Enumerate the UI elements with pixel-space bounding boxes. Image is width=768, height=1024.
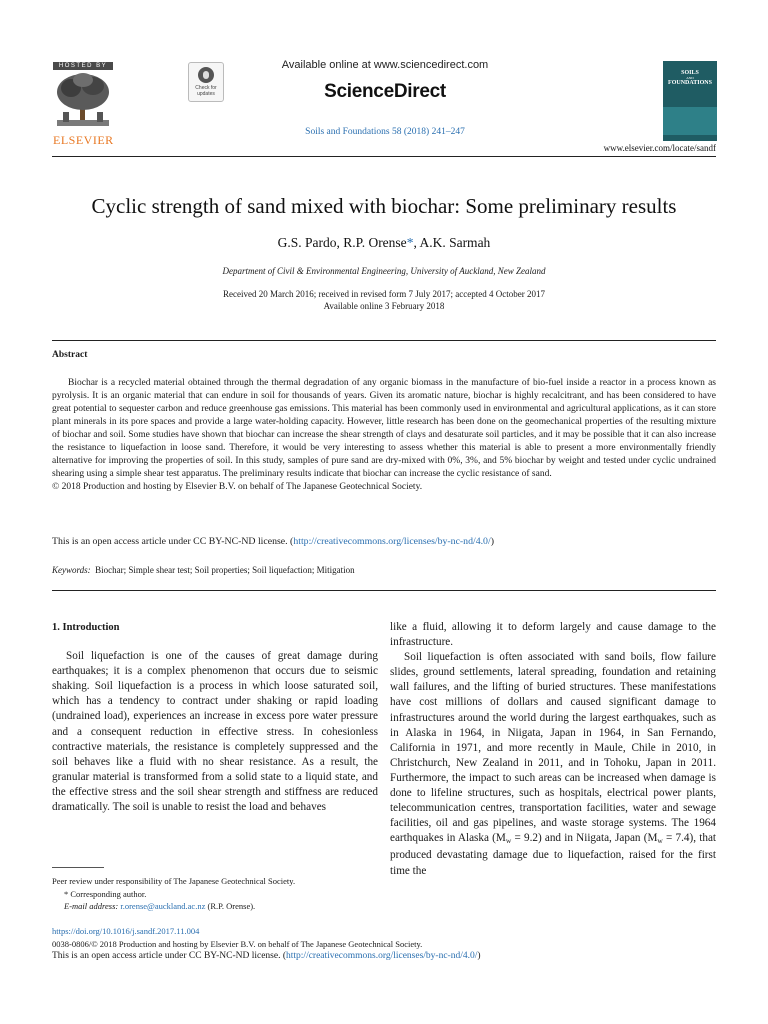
footer-open-access-suffix: ) [477,951,481,961]
journal-cover-thumbnail[interactable] [663,61,717,141]
mw-subscript-2: w [657,836,663,846]
email-label: E-mail address: [64,901,119,911]
abstract-top-divider [52,340,716,341]
abstract-body [52,377,716,494]
mw-subscript-1: w [505,836,512,846]
cover-title-line-1: SOILS [681,70,699,76]
available-date: Available online 3 February 2018 [323,301,445,311]
open-access-notice [52,536,716,547]
intro-paragraph-2-c: = 7.4), that produced devastating damage due to liquefaction, raised for the first time the [390,832,717,877]
body-column-right [390,620,716,879]
footer-open-access [52,950,716,963]
keywords-label: Keywords: [52,565,91,575]
abstract-text: Biochar is a recycled material obtained through the thermal degradation of any organic biomass in the manufacture of bio-fuel inside a reactor in a process known as pyrolysis. It is an organic material that can endure in soil for thousands of years. Given its aromatic nature, biochar is highly recalcitrant, and has been considered to have great potential to sequester carbon and reduce greenhouse gas emissions. This material has been commonly used in environmental and agricultural applications, as it can store plant minerals in its pore spaces and provide a large water-holding capacity. However, little research has been done on the geomechanical properties of the resulting mixture of biochar and soil. Some studies have shown that biochar can increase the shear strength of clays and desaturate soil particles, and it may be possible that it can also increase the resistance to liquefaction in loose sand. Therefore, it would be very interesting to assess whether this material is able to present a more environmentally friendly alternative for improving the properties of soil. In this study, samples of pure sand are dry-mixed with 0%, 3%, and 5% biochar by weight and tested under cyclic undrained shearing using a simple shear test apparatus. The preliminary results indicate that biochar can increase the cyclic resistance of sand. [52,378,716,479]
intro-paragraph-1: Soil liquefaction is one of the causes of great damage during earthquakes; it is a complex phenomenon that occurs due to seismic shaking. Soil liquefaction is a process in which loose saturated soil, which has a tendency to contract under shaking or rapid loading (undrained load), experiences an increase in excess pore water pressure and a consequent reduction in effective stress. In cohesionless contractive materials, the resistance is completely suppressed and the soil behaves like a fluid with no shear resistance. As a result, the granular material is transformed from a solid state to a liquid state, and the effective stress and the soil shear strength and stiffness are reduced dramatically. The soil is unable to resist the load and behaves [52,650,378,814]
corresponding-author-note: * Corresponding author. [64,888,147,899]
elsevier-logo[interactable] [53,62,113,148]
received-dates: Received 20 March 2016; received in revised form 7 July 2017; accepted 4 October 2017 [223,289,545,299]
check-updates-icon [198,67,214,83]
email-link[interactable]: r.orense@auckland.ac.nz [120,901,206,911]
license-link[interactable]: http://creativecommons.org/licenses/by-nc-nd/4.0/ [293,536,491,547]
footnote-divider [52,867,104,868]
hosted-by-label: HOSTED BY [53,62,113,70]
author-list [40,235,728,251]
article-dates [40,288,728,312]
email-note [52,900,378,913]
issn-line: 0038-0806/© 2018 Production and hosting by Elsevier B.V. on behalf of The Japanese Geotechnical Society. [52,938,423,949]
email-suffix: (R.P. Orense). [205,901,256,911]
cover-title-line-2: AND [686,76,694,80]
footer-open-access-prefix: This is an open access article under CC BY-NC-ND license. ( [52,951,287,961]
available-online-text: Available online at www.sciencedirect.com [281,59,489,71]
corresponding-author-marker[interactable]: * [406,235,414,250]
footnotes [52,875,378,913]
footer-license-link[interactable]: http://creativecommons.org/licenses/by-nc-nd/4.0/ [286,951,478,961]
abstract-heading: Abstract [52,350,88,360]
sciencedirect-logo[interactable]: ScienceDirect [324,81,446,102]
authors-last: , A.K. Sarmah [413,235,491,250]
header-divider [52,156,716,157]
journal-homepage-link[interactable]: www.elsevier.com/locate/sandf [603,143,716,153]
cover-title-line-3: FOUNDATIONS [668,80,712,86]
intro-paragraph-1-continued: like a fluid, allowing it to deform largely and cause damage to the infrastructure. [390,621,716,649]
open-access-prefix: This is an open access article under CC BY-NC-ND license. ( [52,536,294,547]
body-column-left [52,620,378,815]
peer-review-note: Peer review under responsibility of The Japanese Geotechnical Society. [52,876,296,886]
check-updates-label: Check for updates [195,85,217,97]
intro-paragraph-2 [390,650,716,878]
abstract-copyright: © 2018 Production and hosting by Elsevier B.V. on behalf of The Japanese Geotechnical Society. [52,482,423,492]
intro-paragraph-2-b: = 9.2) and in Niigata, Japan (M [511,832,658,845]
check-for-updates-button[interactable] [188,62,224,102]
keywords [52,565,716,575]
elsevier-wordmark: ELSEVIER [53,133,114,147]
page-footer [52,925,716,963]
elsevier-tree-icon [53,70,113,132]
affiliation: Department of Civil & Environmental Engineering, University of Auckland, New Zealand [222,266,546,276]
keywords-list: Biochar; Simple shear test; Soil properties; Soil liquefaction; Mitigation [95,565,355,575]
article-title: Cyclic strength of sand mixed with biochar: Some preliminary results [91,194,677,218]
journal-citation-link[interactable]: Soils and Foundations 58 (2018) 241–247 [305,127,465,137]
cover-band [663,107,717,135]
authors-first: G.S. Pardo, R.P. Orense [277,235,407,250]
section-heading-introduction: 1. Introduction [52,622,120,633]
doi-link[interactable]: https://doi.org/10.1016/j.sandf.2017.11.004 [52,926,200,936]
open-access-suffix: ) [490,536,494,547]
abstract-bottom-divider [52,590,716,591]
intro-paragraph-2-a: Soil liquefaction is often associated with sand boils, flow failure slides, ground settlements, lateral spreading, foundation and retaining wall failures, and the lifting of buried structures. These manifestations have cost millions of dollars and caused significant damage to infrastructures around the world during the largest earthquakes, such as in Alaska in 1964, in Niigata, Japan in 1964, in San Fernando, California in 1971, and more recently in Maule, Chile in 2010, in Christchurch, New Zealand in 2011, and in Tohoku, Japan in 2011. Furthermore, the impact to such areas can be increased when damage is done to lifeline structures, such as hospitals, electrical power plants, telecommunication centres, transportation facilities, water and sewage facilities, oil and gas pipelines, and waste storage systems. The 1964 earthquakes in Alaska (M [390,651,716,845]
